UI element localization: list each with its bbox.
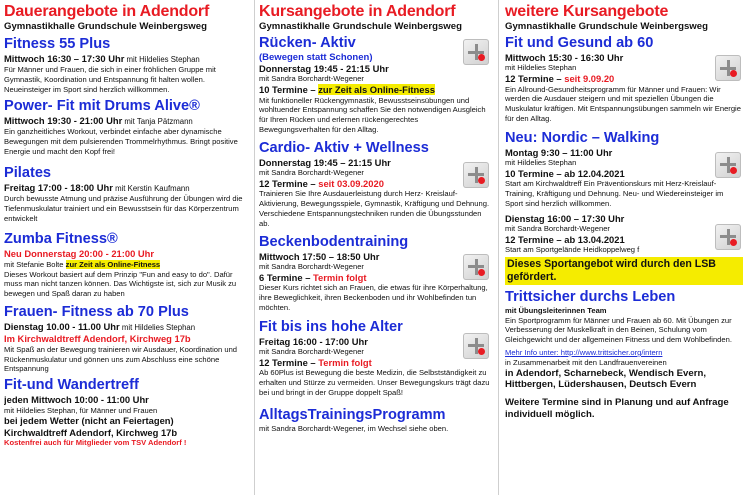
course-description: Durch bewusste Atmung und präzise Ausführung der Übungen wird die Tiefenmuskulatur trainiert und ein Bewusstsein für das Körperzentrum entwickelt: [4, 194, 243, 223]
course-trittsicher: [505, 289, 743, 421]
course-termine: 12 Termine – Termin folgt: [259, 356, 372, 368]
more-info: Mehr Info unter: http://www.trittsicher.org/intern: [505, 347, 663, 357]
course-trainer: mit Sandra Borchardt-Wegener: [259, 168, 364, 178]
course-trainer: mit Sandra Borchardt-Wegener: [259, 74, 364, 84]
course-time: jeden Mittwoch 10:00 - 11:00 Uhr: [4, 394, 149, 406]
course-time: Mittwoch 16:30 – 17:30 Uhr mit Hildelies Stephan: [4, 53, 200, 64]
course-title: Rücken- Aktiv: [259, 35, 356, 51]
places: in Adendorf, Scharnebeck, Wendisch Evern, Hittbergen, Lüdershausen, Deutsch Evern: [505, 367, 706, 391]
course-title: AlltagsTrainingsProgramm: [259, 406, 446, 423]
course-description: Start am Kirchwaldtreff Ein Präventionskurs mit Herz-Kreislauf-Training, Kräftigung und Dehnung. Neu- und Wiedereinsteiger im Sport sind herzlich willkommen.: [505, 179, 724, 208]
course-description: Dieses Workout basiert auf dem Prinzip "Fun and easy to do". Dafür muss man nicht tanzen können. Das Wichtigste ist, sich zur Musik zu bewegen und Spaß daran zu haben: [4, 269, 237, 299]
location: Gymnastikhalle Grundschule Weinbergsweg: [259, 21, 462, 32]
course-time: Freitag 16:00 - 17:00 Uhr: [259, 335, 368, 347]
course-description: Ein ganzheitliches Workout, verbindet einfache aber dynamische Bewegungen mit dem pulsierenden Trommelrhythmus. Bringt positive Energie und macht den Kopf frei!: [4, 127, 238, 156]
course-description: Trainieren Sie Ihre Ausdauerleistung durch Herz- Kreislauf-Aktivierung, Bewegungsspiele, Gymnastik, Kräftigung und Dehnung. Verschiedene Entspannungstechniken runden die Übungsstunden ab.: [259, 189, 490, 228]
course-trainer: mit Sandra Borchardt-Wegener: [259, 262, 364, 271]
lsb-note: Dieses Sportangebot wird durch den LSB gefördert.: [505, 257, 743, 285]
column-title: Kursangebote in Adendorf: [259, 3, 456, 20]
course-title: Fit-und Wandertreff: [4, 377, 139, 394]
course-subtitle: (Bewegen statt Schonen): [259, 52, 373, 63]
course-title: Zumba Fitness®: [4, 231, 118, 248]
course-wandertreff: [4, 377, 249, 448]
location: Gymnastikhalle Grundschule Weinbergsweg: [4, 21, 207, 32]
cooperation-note: in Zusammenarbeit mit den Landfrauenvereinen: [505, 357, 667, 367]
course-time: Donnerstag 19:45 - 21:15 Uhr: [259, 63, 389, 74]
online-badge: zur Zeit als Online-Fitness: [318, 84, 435, 96]
trittsicher-link[interactable]: http://www.trittsicher.org/intern: [560, 347, 663, 357]
course-termine: 12 Termine – seit 03.09.2020: [259, 178, 384, 189]
course-frauen-70: [4, 304, 249, 374]
course-termine: 10 Termine – zur Zeit als Online-Fitness: [259, 84, 435, 96]
course-description: Dieser Kurs richtet sich an Frauen, die etwas für ihre Körperhaltung, ihre Beweglichkeit, ihren Beckenboden und ihr Wohlbefinden tun möchten.: [259, 283, 488, 312]
course-time: Mittwoch 17:50 – 18:50 Uhr: [259, 250, 380, 262]
course-weather: bei jedem Wetter (nicht an Feiertagen): [4, 415, 174, 427]
course-title: Cardio- Aktiv + Wellness: [259, 139, 429, 156]
course-description: Ein Sportprogramm für Männer und Frauen ab 60. Mit Übungen zur Verbesserung der Muskelkraft in den Beinen, Schulung vom Gleichgewicht und der allgemeinen Fitness und dem Wohlbefinden.: [505, 315, 732, 345]
course-nordic-walking: [505, 130, 743, 285]
course-time: Montag 9:30 – 11:00 Uhr: [505, 146, 613, 158]
course-time: Freitag 17:00 - 18:00 Uhr mit Kerstin Kaufmann: [4, 181, 190, 193]
course-trainer: mit Hildelies Stephan, für Männer und Frauen: [4, 405, 158, 415]
column-title: weitere Kursangebote: [505, 3, 669, 20]
course-title: Neu: Nordic – Walking: [505, 129, 660, 146]
course-trainer: mit Sandra Borchardt-Wegener: [505, 224, 610, 234]
more-dates: Weitere Termine sind in Planung und auf Anfrage individuell möglich.: [505, 397, 729, 420]
course-description: Mit Spaß an der Bewegung trainieren wir Ausdauer, Koordination und Rückenmuskulatur und gönnen uns zum Abschluss eine schöne Entspannung: [4, 344, 238, 374]
course-time: Donnerstag 19:45 – 21:15 Uhr: [259, 156, 391, 168]
course-time: Dienstag 10.00 - 11.00 Uhr mit Hildelies Stephan: [4, 320, 196, 332]
medical-cross-icon: [715, 55, 741, 81]
course-trainer: mit Hildelies Stephan: [505, 63, 577, 73]
course-drums-alive: [4, 98, 249, 157]
medical-cross-icon: [463, 254, 489, 280]
column-divider: [254, 0, 255, 495]
course-termine: 10 Termine – ab 12.04.2021: [505, 168, 625, 179]
column-divider: [498, 0, 499, 495]
course-zumba: [4, 231, 249, 299]
course-time: Neu Donnerstag 20:00 - 21:00 Uhr: [4, 248, 155, 260]
course-hohe-alter: [259, 319, 491, 398]
course-description: Ab 60Plus ist Bewegung die beste Medizin, die Selbstständigkeit zu erhalten und Stürze zu vermeiden. Unser Bewegungskurs trägt dazu bei und bringt in der Gruppe doppelt Spaß!: [259, 368, 490, 397]
course-title: Fitness 55 Plus: [4, 36, 111, 52]
course-trainer: mit Sandra Borchardt-Wegener, im Wechsel siehe oben.: [259, 423, 449, 433]
course-title: Trittsicher durchs Leben: [505, 288, 676, 305]
medical-cross-icon: [715, 224, 741, 250]
online-badge: zur Zeit als Online-Fitness: [65, 259, 161, 269]
medical-cross-icon: [463, 333, 489, 359]
course-fitness-55: [4, 36, 249, 95]
course-trainer: mit Übungsleiterinnen Team: [505, 305, 607, 315]
course-fit-gesund-60: [505, 35, 743, 124]
course-description: Ein Allround-Gesundheitsprogramm für Männer und Frauen: Wir werden die Ausdauer steigern und mit speziellen Übungen die Muskulatur kräftigen. Mit Entspannungsübungen sammeln wir Energie für den Alltag.: [505, 84, 741, 123]
column-title: Dauerangebote in Adendorf: [4, 3, 210, 20]
course-termine: 12 Termine – seit 9.09.20: [505, 73, 615, 85]
course-title: Pilates: [4, 164, 52, 181]
medical-cross-icon: [463, 39, 489, 65]
course-place: Kirchwaldtreff Adendorf, Kirchweg 17b: [4, 426, 178, 438]
column-kursangebote: [259, 0, 491, 495]
course-title: Frauen- Fitness ab 70 Plus: [4, 303, 189, 320]
course-termine: 12 Termine – ab 13.04.2021: [505, 234, 625, 245]
course-alltagstraining: [259, 407, 491, 434]
course-note: Kostenfrei auch für Mitglieder vom TSV Adendorf !: [4, 438, 187, 448]
course-start: Start am Sportgelände Heidkoppelweg f: [505, 245, 640, 255]
course-time: Dienstag 16:00 – 17:30 Uhr: [505, 212, 625, 224]
course-trainer: mit Hildelies Stephan: [505, 158, 577, 168]
course-cardio-aktiv: [259, 140, 491, 229]
medical-cross-icon: [715, 152, 741, 178]
column-dauerangebote: [4, 0, 249, 495]
medical-cross-icon: [463, 162, 489, 188]
course-title: Fit und Gesund ab 60: [505, 35, 654, 51]
course-ruecken-aktiv: [259, 35, 491, 135]
course-pilates: [4, 165, 249, 224]
course-place: Im Kirchwaldtreff Adendorf, Kirchweg 17b: [4, 333, 191, 345]
course-trainer: mit Sandra Borchardt-Wegener: [259, 347, 364, 356]
course-description: Für Männer und Frauen, die sich in einer fröhlichen Gruppe mit Gymnastik, Koordination und Entspannung fit halten wollen. Neueinsteiger im Sport sind herzlich willkommen.: [4, 65, 216, 94]
course-time: Mittwoch 15:30 - 16:30 Uhr: [505, 52, 624, 63]
course-title: Beckenbodentraining: [259, 233, 409, 250]
course-title: Fit bis ins hohe Alter: [259, 318, 403, 335]
course-description: Mit funktioneller Rückengymnastik, Bewusstseinsübungen und wohltuender Entspannung schaffen Sie den notwendigen Ausgleich für Ihren Rücken und erlernen rückengerechtes Bewegungsverhalten für den Alltag.: [259, 95, 486, 134]
course-beckenboden: [259, 234, 491, 313]
course-time: Mittwoch 19:30 - 21:00 Uhr mit Tanja Pätzmann: [4, 114, 193, 126]
course-termine: 6 Termine – Termin folgt: [259, 271, 367, 283]
course-trainer: mit Stefanie Bolte zur Zeit als Online-Fitness: [4, 259, 161, 269]
course-title: Power- Fit mit Drums Alive®: [4, 97, 200, 114]
column-weitere-kursangebote: [505, 0, 743, 495]
location: Gymnastikhalle Grundschule Weinbergsweg: [505, 21, 708, 32]
